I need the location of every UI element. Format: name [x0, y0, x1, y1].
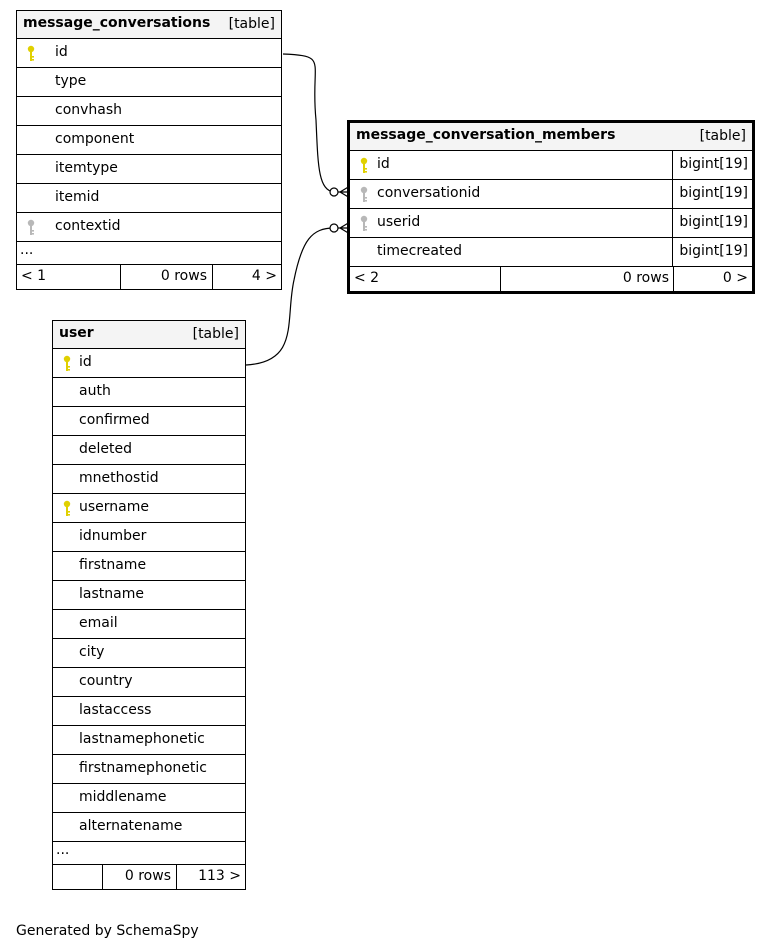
column-row-component[interactable] [17, 126, 281, 155]
column-name: itemtype [55, 160, 118, 176]
children-link[interactable]: 0 > [722, 270, 748, 286]
column-name: alternatename [79, 818, 183, 834]
row-count: 0 rows [501, 267, 674, 291]
column-row-lastname[interactable] [53, 581, 245, 610]
table-kind: [table] [699, 128, 746, 144]
relation-conversations-to-members [283, 54, 334, 192]
column-type: bigint[19] [672, 151, 752, 179]
column-name: auth [79, 383, 111, 399]
relation-optional-marker [330, 224, 338, 232]
table-name[interactable]: user [59, 325, 94, 341]
column-name: itemid [55, 189, 100, 205]
column-name: lastnamephonetic [79, 731, 205, 747]
column-row-deleted[interactable] [53, 436, 245, 465]
row-count: 0 rows [121, 265, 213, 289]
column-row-idnumber[interactable] [53, 523, 245, 552]
column-name: middlename [79, 789, 167, 805]
column-name: timecreated [377, 243, 462, 259]
column-name: id [377, 156, 390, 172]
column-name: userid [377, 214, 421, 230]
column-row-mnethostid[interactable] [53, 465, 245, 494]
table-footer [53, 865, 245, 889]
column-row-type[interactable] [17, 68, 281, 97]
primary-key-icon [62, 355, 72, 373]
generator-credit: Generated by SchemaSpy [16, 923, 199, 939]
column-name: deleted [79, 441, 132, 457]
primary-key-icon [359, 157, 369, 175]
column-name: conversationid [377, 185, 481, 201]
table-kind: [table] [192, 326, 239, 342]
column-name: id [55, 44, 68, 60]
column-type: bigint[19] [672, 209, 752, 237]
column-row-alternatename[interactable] [53, 813, 245, 842]
foreign-key-icon [359, 186, 369, 204]
parents-link[interactable]: < 1 [17, 265, 121, 289]
column-row-itemid[interactable] [17, 184, 281, 213]
column-row-username[interactable] [53, 494, 245, 523]
column-row-conversationid[interactable] [350, 180, 752, 209]
parents-link[interactable] [53, 865, 103, 889]
column-name: convhash [55, 102, 123, 118]
primary-key-icon [62, 500, 72, 518]
column-name: firstnamephonetic [79, 760, 207, 776]
children-link[interactable]: 4 > [251, 268, 277, 284]
column-name: confirmed [79, 412, 150, 428]
column-row-id[interactable] [53, 349, 245, 378]
foreign-key-icon [359, 215, 369, 233]
table-header [17, 11, 281, 39]
column-row-middlename[interactable] [53, 784, 245, 813]
table-message-conversation-members[interactable] [347, 120, 755, 294]
column-row-firstnamephonetic[interactable] [53, 755, 245, 784]
table-name[interactable]: message_conversations [23, 15, 211, 31]
column-row-id[interactable] [17, 39, 281, 68]
column-row-country[interactable] [53, 668, 245, 697]
column-name: type [55, 73, 87, 89]
column-name: mnethostid [79, 470, 159, 486]
column-type: bigint[19] [672, 180, 752, 208]
column-row-email[interactable] [53, 610, 245, 639]
children-link[interactable]: 113 > [198, 868, 241, 884]
table-message-conversations[interactable] [16, 10, 282, 290]
row-count: 0 rows [103, 865, 177, 889]
column-name: component [55, 131, 135, 147]
table-footer [350, 267, 752, 291]
column-row-userid[interactable] [350, 209, 752, 238]
column-row-convhash[interactable] [17, 97, 281, 126]
column-row-city[interactable] [53, 639, 245, 668]
foreign-key-icon [26, 219, 36, 237]
more-columns-ellipsis: ... [17, 242, 281, 265]
column-row-timecreated[interactable] [350, 238, 752, 267]
table-user[interactable] [52, 320, 246, 890]
column-type: bigint[19] [672, 238, 752, 266]
column-name: country [79, 673, 133, 689]
more-columns-ellipsis: ... [53, 842, 245, 865]
table-kind: [table] [228, 16, 275, 32]
column-name: city [79, 644, 105, 660]
column-row-contextid[interactable] [17, 213, 281, 242]
column-name: email [79, 615, 118, 631]
table-name[interactable]: message_conversation_members [356, 127, 616, 143]
table-header [350, 123, 752, 151]
column-name: contextid [55, 218, 121, 234]
column-name: firstname [79, 557, 147, 573]
column-row-lastaccess[interactable] [53, 697, 245, 726]
column-name: lastname [79, 586, 144, 602]
column-name: username [79, 499, 149, 515]
column-name: idnumber [79, 528, 147, 544]
primary-key-icon [26, 45, 36, 63]
column-row-itemtype[interactable] [17, 155, 281, 184]
parents-link[interactable]: < 2 [350, 267, 501, 291]
table-header [53, 321, 245, 349]
column-row-confirmed[interactable] [53, 407, 245, 436]
relation-optional-marker [330, 188, 338, 196]
column-name: id [79, 354, 92, 370]
column-name: lastaccess [79, 702, 152, 718]
column-row-lastnamephonetic[interactable] [53, 726, 245, 755]
table-footer [17, 265, 281, 289]
column-row-firstname[interactable] [53, 552, 245, 581]
column-row-auth[interactable] [53, 378, 245, 407]
column-row-id[interactable] [350, 151, 752, 180]
